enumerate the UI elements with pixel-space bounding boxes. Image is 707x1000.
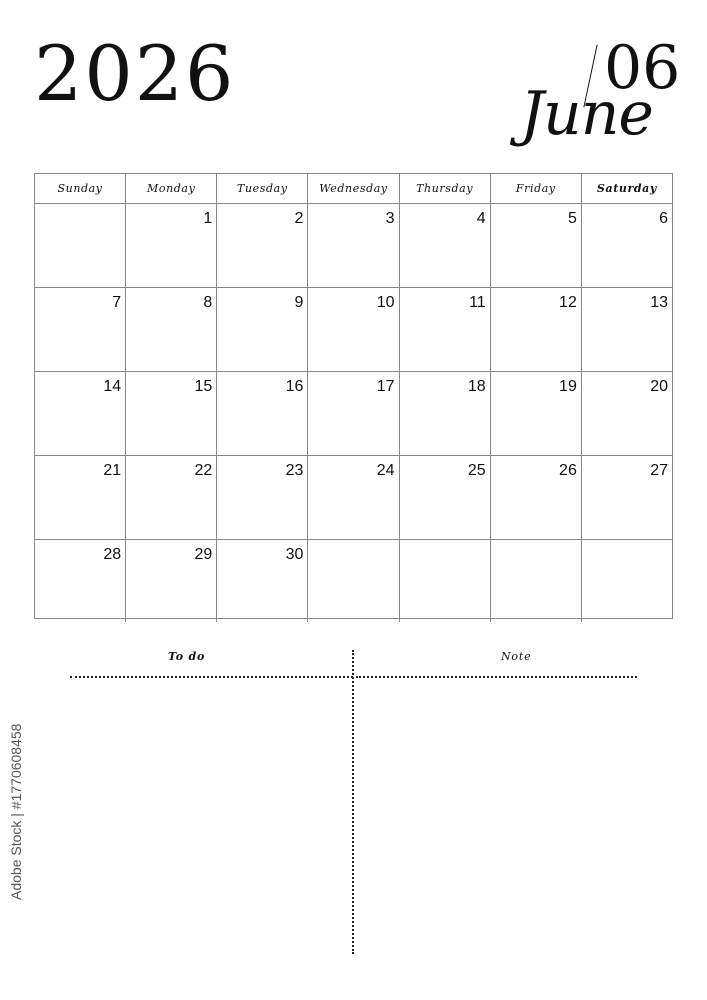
day-cell: [491, 288, 582, 371]
day-cell: [217, 540, 308, 622]
weekday-header-monday: Monday: [126, 174, 217, 203]
week-row: [35, 288, 672, 372]
day-cell: [126, 204, 217, 287]
day-number: 13: [650, 294, 668, 311]
day-cell: [308, 372, 399, 455]
day-number: 15: [194, 378, 213, 395]
day-number: 12: [559, 294, 577, 311]
day-number: 5: [567, 210, 577, 227]
day-number: 9: [294, 294, 304, 311]
weekday-header-saturday: Saturday: [596, 182, 657, 195]
day-number: 23: [285, 462, 304, 479]
day-cell: [126, 288, 217, 371]
day-number: 10: [376, 294, 395, 311]
day-cell: [400, 288, 491, 371]
day-number: 17: [376, 378, 395, 395]
day-cell: [35, 456, 126, 539]
day-number: 4: [476, 210, 486, 227]
month-name: June: [520, 79, 653, 149]
day-number: 16: [285, 378, 304, 395]
weekday-header-wednesday: Wednesday: [308, 174, 399, 203]
day-cell: [400, 372, 491, 455]
day-cell: [308, 204, 399, 287]
day-number: 11: [469, 294, 486, 311]
day-cell: [400, 204, 491, 287]
todo-label: To do: [168, 650, 206, 663]
day-number: 19: [559, 378, 577, 395]
note-dotted-line: [356, 676, 637, 678]
day-number: 20: [650, 378, 668, 395]
day-cell: [491, 540, 582, 622]
day-number: 2: [294, 210, 304, 227]
month-number: 06: [604, 33, 681, 103]
day-cell: [217, 204, 308, 287]
weekday-header-row: [35, 174, 672, 204]
day-cell: [491, 456, 582, 539]
day-number: 27: [650, 462, 668, 479]
day-cell: [308, 540, 399, 622]
day-number: 28: [103, 546, 122, 563]
weekday-header-thursday: Thursday: [400, 174, 491, 203]
weekday-header-tuesday: Tuesday: [217, 174, 308, 203]
day-cell: [217, 372, 308, 455]
year-title: 2026: [34, 29, 236, 118]
day-number: 25: [467, 462, 486, 479]
day-number: 6: [659, 210, 668, 227]
day-cell: [582, 288, 672, 371]
day-number: 21: [103, 462, 122, 479]
day-cell: [582, 456, 672, 539]
day-cell: [400, 540, 491, 622]
day-number: 24: [376, 462, 395, 479]
day-number: 18: [467, 378, 486, 395]
week-row: [35, 372, 672, 456]
weekday-header-sunday: Sunday: [35, 174, 126, 203]
week-row: [35, 540, 672, 622]
calendar-grid: [34, 173, 673, 619]
day-number: 8: [203, 294, 213, 311]
day-number: 29: [194, 546, 213, 563]
day-number: 7: [112, 294, 122, 311]
day-cell: [400, 456, 491, 539]
day-cell: [582, 372, 672, 455]
day-number: 1: [203, 210, 213, 227]
day-cell: [582, 540, 672, 622]
todo-dotted-line: [70, 676, 353, 678]
day-cell: [35, 288, 126, 371]
day-cell: [491, 204, 582, 287]
day-number: 22: [194, 462, 213, 479]
weekday-header-friday: Friday: [491, 174, 582, 203]
day-number: 3: [385, 210, 395, 227]
stock-watermark-text: Adobe Stock | #1770608458: [8, 723, 24, 900]
day-number: 14: [103, 378, 122, 395]
notes-vertical-divider: [352, 650, 354, 954]
week-row: [35, 456, 672, 540]
day-cell: [35, 540, 126, 622]
day-cell: [126, 540, 217, 622]
calendar-weeks: [35, 204, 672, 622]
day-cell: [35, 372, 126, 455]
day-cell: [126, 456, 217, 539]
day-cell: [308, 456, 399, 539]
day-cell: [308, 288, 399, 371]
day-cell: [491, 372, 582, 455]
day-cell: [126, 372, 217, 455]
week-row: [35, 204, 672, 288]
day-number: 26: [559, 462, 577, 479]
note-label: Note: [501, 650, 532, 663]
day-number: 30: [285, 546, 304, 563]
day-cell: [582, 204, 672, 287]
day-cell: [35, 204, 126, 287]
day-cell: [217, 288, 308, 371]
day-cell: [217, 456, 308, 539]
